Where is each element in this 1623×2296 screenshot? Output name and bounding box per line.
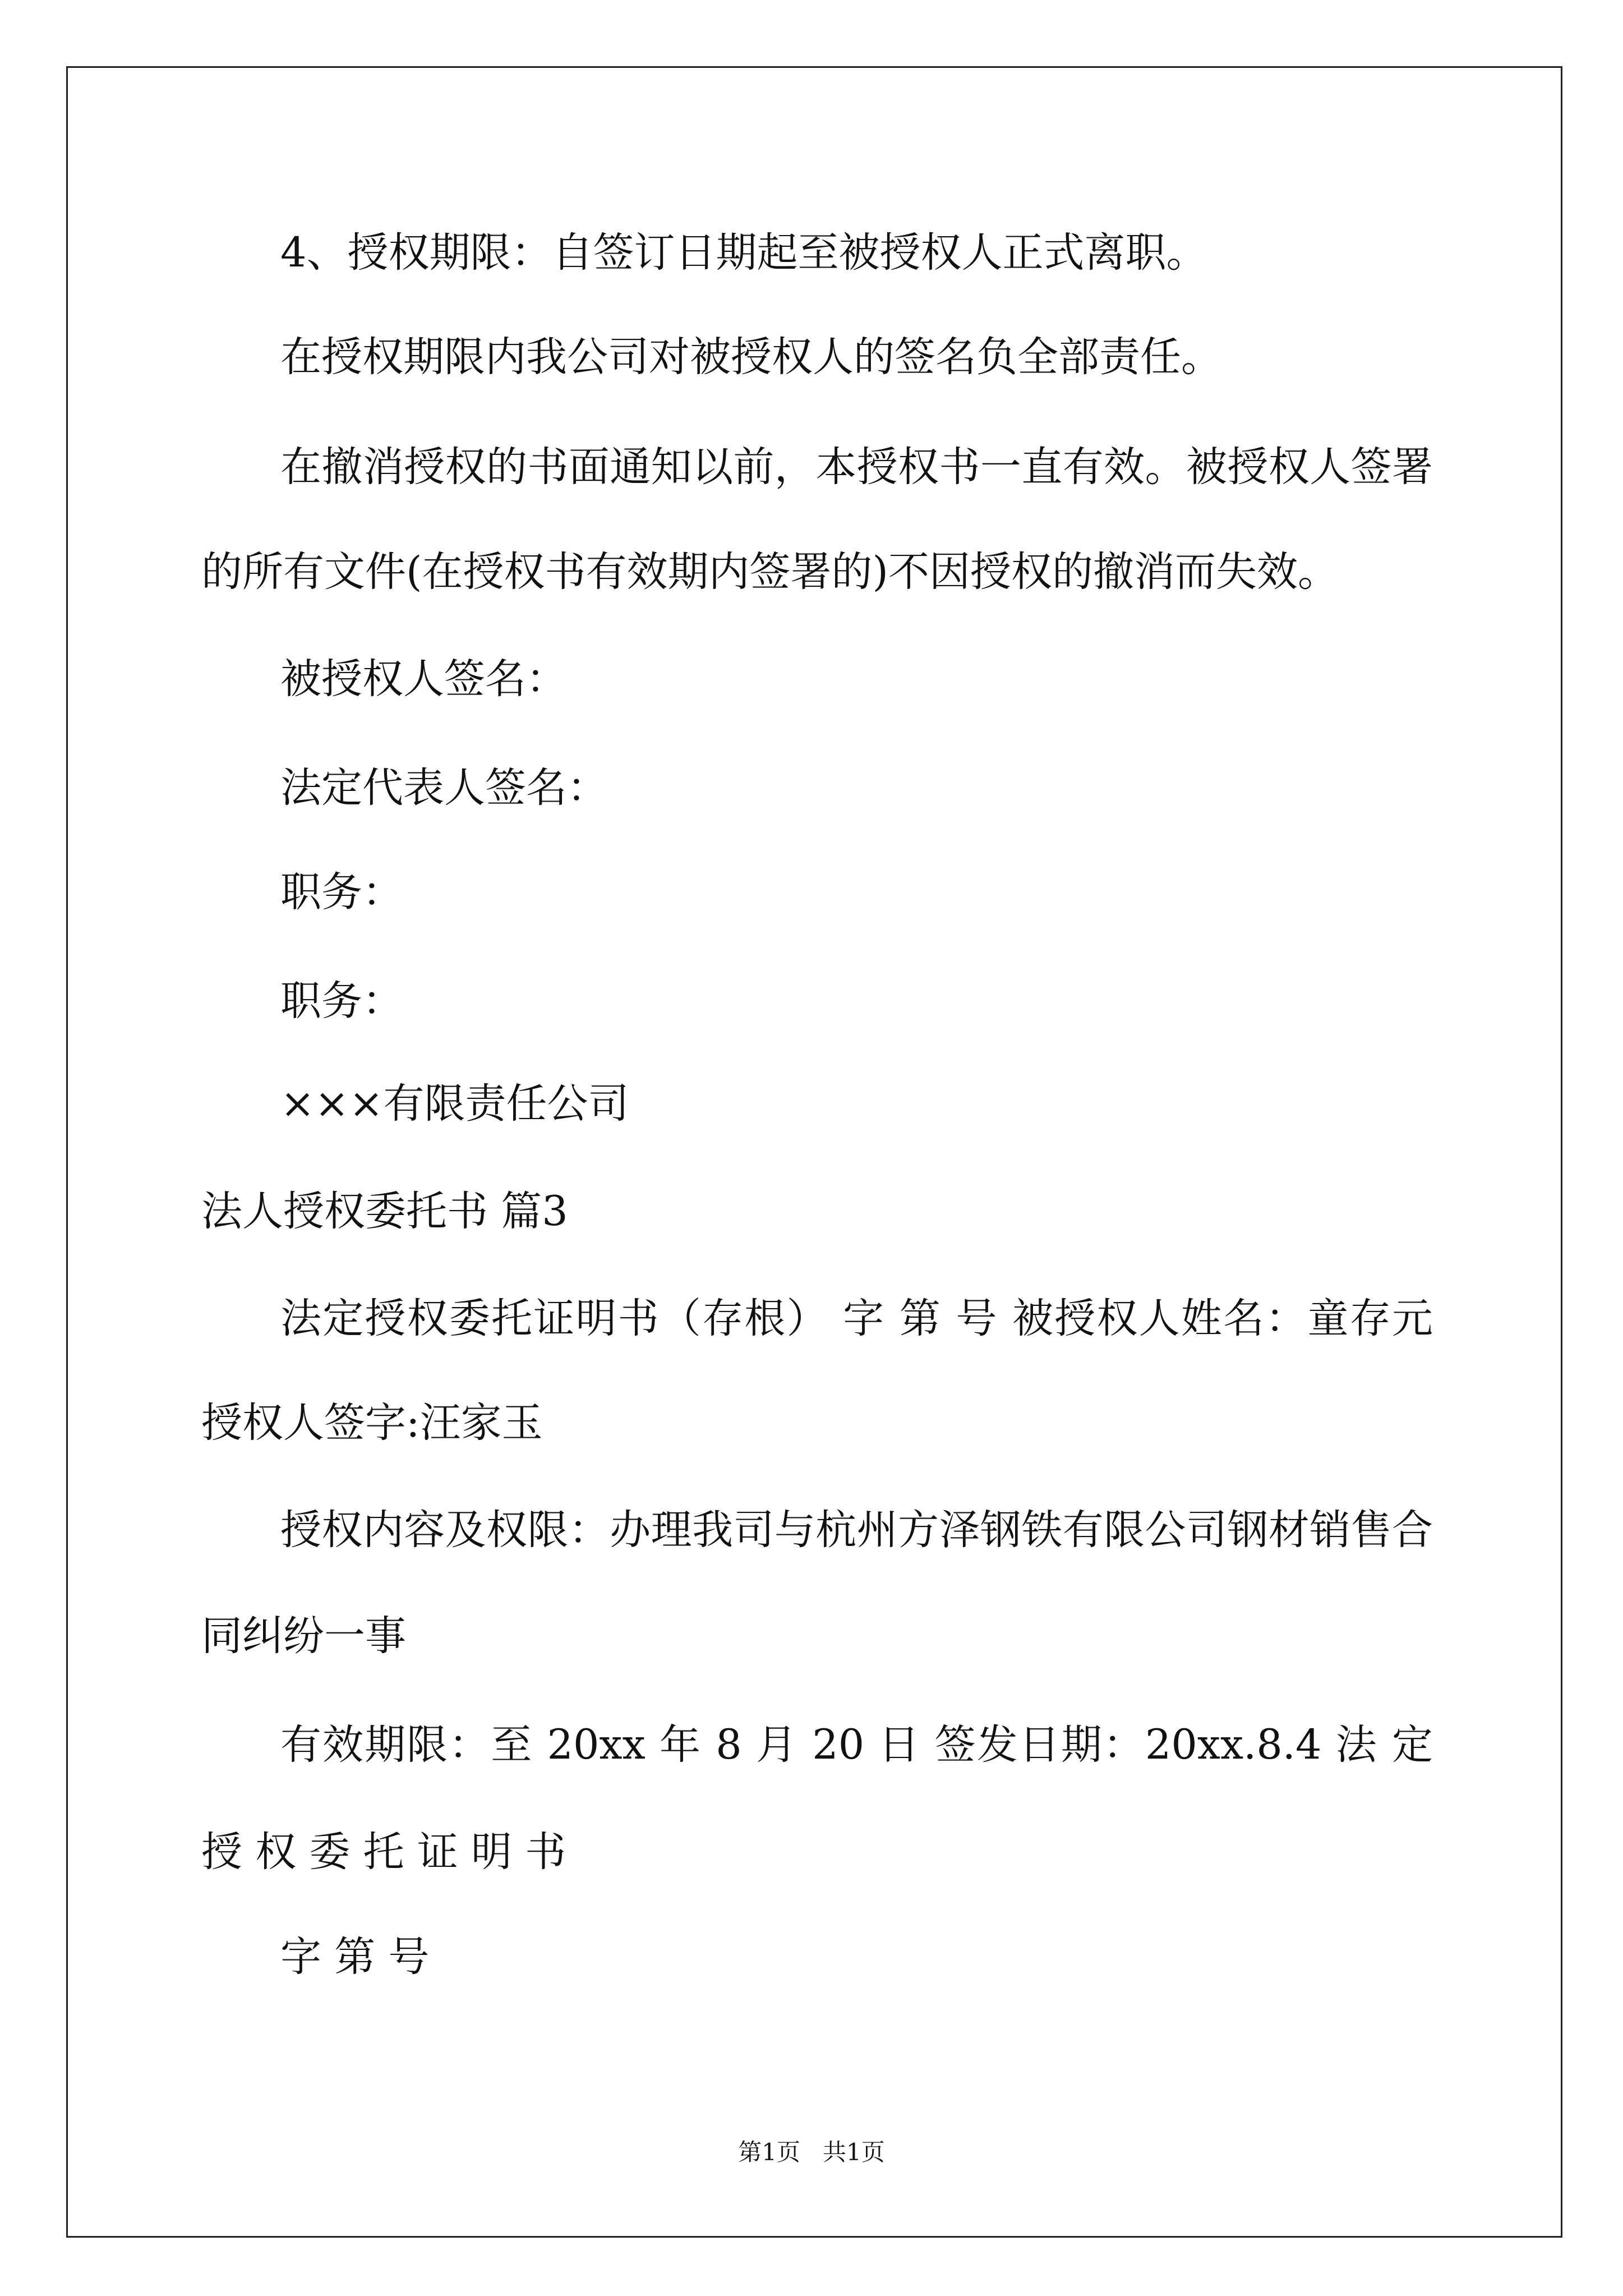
certificate-number-line: 字 第 号 <box>280 1933 430 1981</box>
certificate-stub-line-1: 法定授权委托证明书（存根） 字 第 号 被授权人姓名：童存元 <box>280 1295 1433 1342</box>
authorization-scope-line-2: 同纠纷一事 <box>201 1612 406 1660</box>
validity-period-line-2: 授 权 委 托 证 明 书 <box>201 1828 566 1876</box>
company-name: ×××有限责任公司 <box>280 1080 629 1128</box>
position-label-1: 职务： <box>280 868 403 916</box>
page-number-footer: 第1页 共1页 <box>738 2138 885 2166</box>
paragraph-validity-line-1: 在撤消授权的书面通知以前，本授权书一直有效。被授权人签署 <box>280 443 1433 491</box>
authorization-scope-line-1: 授权内容及权限：办理我司与杭州方泽钢铁有限公司钢材销售合 <box>280 1506 1433 1554</box>
validity-period-line-1: 有效期限：至 20xx 年 8 月 20 日 签发日期：20xx.8.4 法 定 <box>280 1721 1433 1769</box>
paragraph-validity-line-2: 的所有文件(在授权书有效期内签署的)不因授权的撤消而失效。 <box>201 548 1339 596</box>
section-heading: 法人授权委托书 篇3 <box>201 1188 568 1235</box>
authorized-person-signature-label: 被授权人签名： <box>280 655 567 703</box>
position-label-2: 职务： <box>280 977 403 1025</box>
certificate-stub-line-2: 授权人签字:汪家玉 <box>201 1399 543 1447</box>
paragraph-authorization-period: 4、授权期限：自签订日期起至被授权人正式离职。 <box>280 229 1207 277</box>
legal-representative-signature-label: 法定代表人签名： <box>280 764 608 812</box>
paragraph-responsibility: 在授权期限内我公司对被授权人的签名负全部责任。 <box>280 333 1222 381</box>
page-border <box>66 66 1562 2238</box>
